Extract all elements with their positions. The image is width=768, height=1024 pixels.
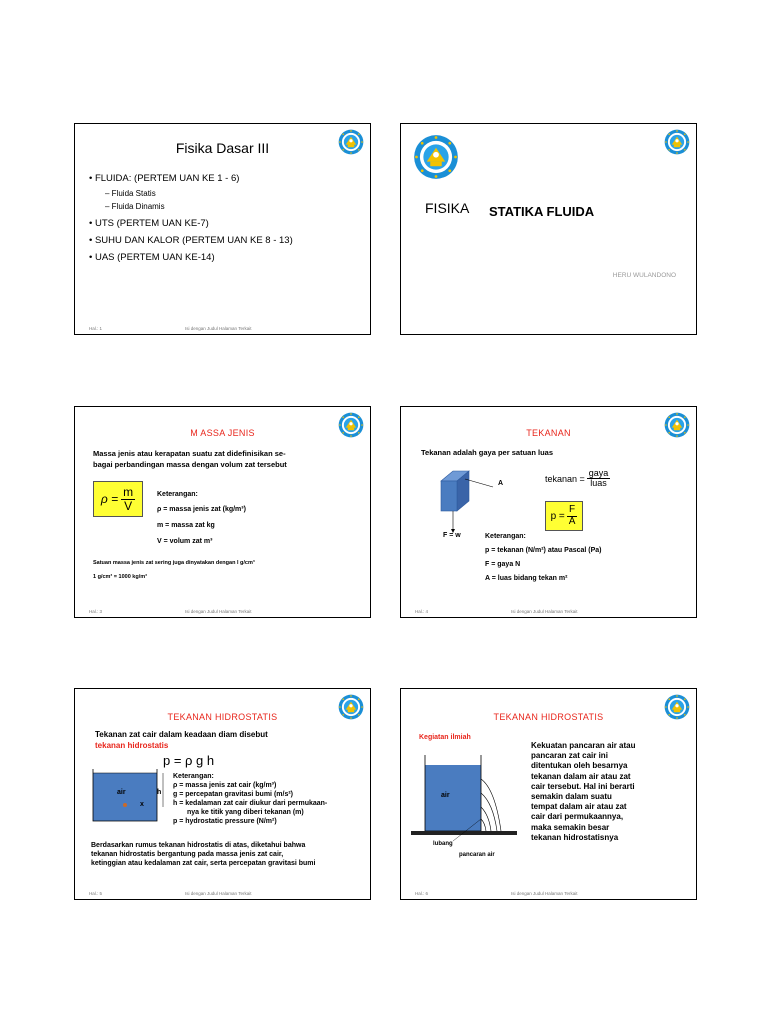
- slide-2: [400, 123, 697, 335]
- fraction: [567, 505, 578, 527]
- legend-line: F = gaya N: [485, 561, 521, 568]
- intro: Tekanan adalah gaya per satuan luas: [421, 448, 553, 457]
- slide-2-title: STATIKA FLUIDA: [489, 204, 595, 219]
- bullet-list: [89, 174, 293, 270]
- tekanan-label: tekanan =: [545, 473, 585, 484]
- legend-line: ρ = massa jenis zat (kg/m³): [157, 506, 246, 513]
- text-line: cair tersebut. Hal ini berarti: [531, 781, 635, 791]
- numerator: m: [123, 484, 134, 499]
- legend-line: ρ = massa jenis zat cair (kg/m³): [173, 782, 277, 789]
- footer-text: Isi dengan Judul Halaman Terkait: [511, 609, 578, 614]
- legend-line: p = tekanan (N/m²) atau Pascal (Pa): [485, 547, 602, 554]
- keterangan-label: Keterangan:: [173, 773, 214, 780]
- text-line: semakin dalam suatu: [531, 792, 612, 802]
- intro-line-1: Tekanan zat cair dalam keadaan diam disebut: [95, 730, 268, 739]
- label-fw: F = w: [443, 532, 461, 539]
- fisika-label: FISIKA: [425, 200, 470, 216]
- intro-line-2: tekanan hidrostatis: [95, 741, 169, 750]
- note-line-1: Satuan massa jenis zat sering juga dinyatakan dengan l g/cm³: [93, 560, 255, 566]
- fraction: [121, 486, 135, 512]
- formula: p = ρ g h: [163, 753, 215, 768]
- conclusion-line: ketinggian atau kedalaman zat cair, serta percepatan gravitasi bumi: [91, 860, 316, 867]
- label-lubang: lubang: [433, 841, 453, 847]
- keterangan-label: Keterangan:: [157, 491, 198, 498]
- denominator: V: [124, 498, 133, 513]
- formula-box: [545, 501, 583, 531]
- conclusion-line: Berdasarkan rumus tekanan hidrostatis di atas, diketahui bahwa: [91, 842, 306, 849]
- list-item: – Fluida Statis: [105, 189, 156, 198]
- kegiatan-label: Kegiatan ilmiah: [419, 734, 471, 741]
- author: HERU WULANDONO: [612, 272, 676, 279]
- slide-3: [74, 406, 371, 618]
- p-label: p =: [550, 510, 565, 522]
- conclusion-line: tekanan hidrostatis bergantung pada massa jenis zat cair,: [91, 851, 284, 858]
- label-a: A: [498, 480, 504, 487]
- text-line: pancaran zat cair ini: [531, 751, 608, 761]
- fraction: [587, 469, 611, 489]
- footer-text: Isi dengan Judul Halaman Terkait: [185, 326, 252, 331]
- slide-6-title: TEKANAN HIDROSTATIS: [493, 712, 604, 722]
- legend-line: nya ke titik yang diberi tekanan (m): [187, 809, 304, 816]
- page-number: Hal.: 6: [415, 891, 429, 896]
- slide-4-title: TEKANAN: [526, 428, 571, 438]
- label-x: x: [140, 801, 144, 808]
- numerator: gaya: [588, 468, 609, 478]
- slide-3-title: M ASSA JENIS: [190, 428, 255, 438]
- slide-6: [400, 688, 697, 900]
- legend-line: m = massa zat kg: [157, 522, 215, 529]
- keterangan-label: Keterangan:: [485, 533, 526, 540]
- rho-symbol: ρ =: [100, 492, 119, 506]
- text-line: tempat dalam air atau zat: [531, 802, 627, 812]
- text-line: tekanan dalam air atau zat: [531, 771, 631, 781]
- list-item: • UTS (PERTEM UAN KE-7): [89, 218, 209, 229]
- list-item: • UAS (PERTEM UAN KE-14): [89, 252, 215, 263]
- intro-line-2: bagai perbandingan massa dengan volum zat tersebut: [93, 460, 287, 469]
- description: [531, 741, 635, 843]
- slide-4: [400, 406, 697, 618]
- intro-line-1: Massa jenis atau kerapatan suatu zat didefinisikan se-: [93, 449, 286, 458]
- tekanan-formula: [545, 469, 610, 489]
- legend-line: p = hydrostatic pressure (N/m²): [173, 818, 277, 825]
- denominator: A: [568, 515, 576, 527]
- list-item: • SUHU DAN KALOR (PERTEM UAN KE 8 - 13): [89, 235, 293, 246]
- slide-1: [74, 123, 371, 335]
- label-pancaran: pancaran air: [459, 852, 495, 858]
- water-jet-diagram: [409, 749, 519, 849]
- page-number: Hal.: 3: [89, 609, 103, 614]
- text-line: Kekuatan pancaran air atau: [531, 741, 636, 750]
- legend-line: V = volum zat m³: [157, 538, 213, 545]
- legend-line: A = luas bidang tekan m²: [485, 575, 568, 582]
- list-item: – Fluida Dinamis: [105, 202, 165, 211]
- formula-box: [93, 481, 143, 517]
- logo-icon: [664, 129, 690, 155]
- legend-line: g = percepatan gravitasi bumi (m/s²): [173, 791, 294, 798]
- label-air: air: [441, 792, 450, 799]
- slide-1-title: Fisika Dasar III: [175, 140, 270, 156]
- numerator: F: [569, 504, 576, 515]
- text-line: ditentukan oleh besarnya: [531, 761, 628, 771]
- slide-5: [74, 688, 371, 900]
- page-number: Hal.: 4: [415, 609, 429, 614]
- text-line: maka semakin besar: [531, 822, 610, 832]
- footer-text: Isi dengan Judul Halaman Terkait: [185, 891, 252, 896]
- text-line: tekanan hidrostatisnya: [531, 832, 619, 842]
- slide-5-title: TEKANAN HIDROSTATIS: [167, 712, 278, 722]
- footer-text: Isi dengan Judul Halaman Terkait: [185, 609, 252, 614]
- page-number: Hal.: 5: [89, 891, 103, 896]
- list-item: • FLUIDA: (PERTEM UAN KE 1 - 6): [89, 173, 240, 184]
- page-number: Hal.: 1: [89, 326, 103, 331]
- label-air: air: [117, 789, 126, 796]
- note-line-2: 1 g/cm³ = 1000 kg/m³: [93, 574, 147, 580]
- legend-line: h = kedalaman zat cair diukur dari permukaan-: [173, 800, 328, 807]
- label-h: h: [157, 789, 162, 796]
- text-line: cair dari permukaannya,: [531, 812, 624, 822]
- container-diagram: [89, 767, 169, 827]
- footer-text: Isi dengan Judul Halaman Terkait: [511, 891, 578, 896]
- emblem-icon: [413, 134, 459, 180]
- denominator: luas: [590, 478, 607, 489]
